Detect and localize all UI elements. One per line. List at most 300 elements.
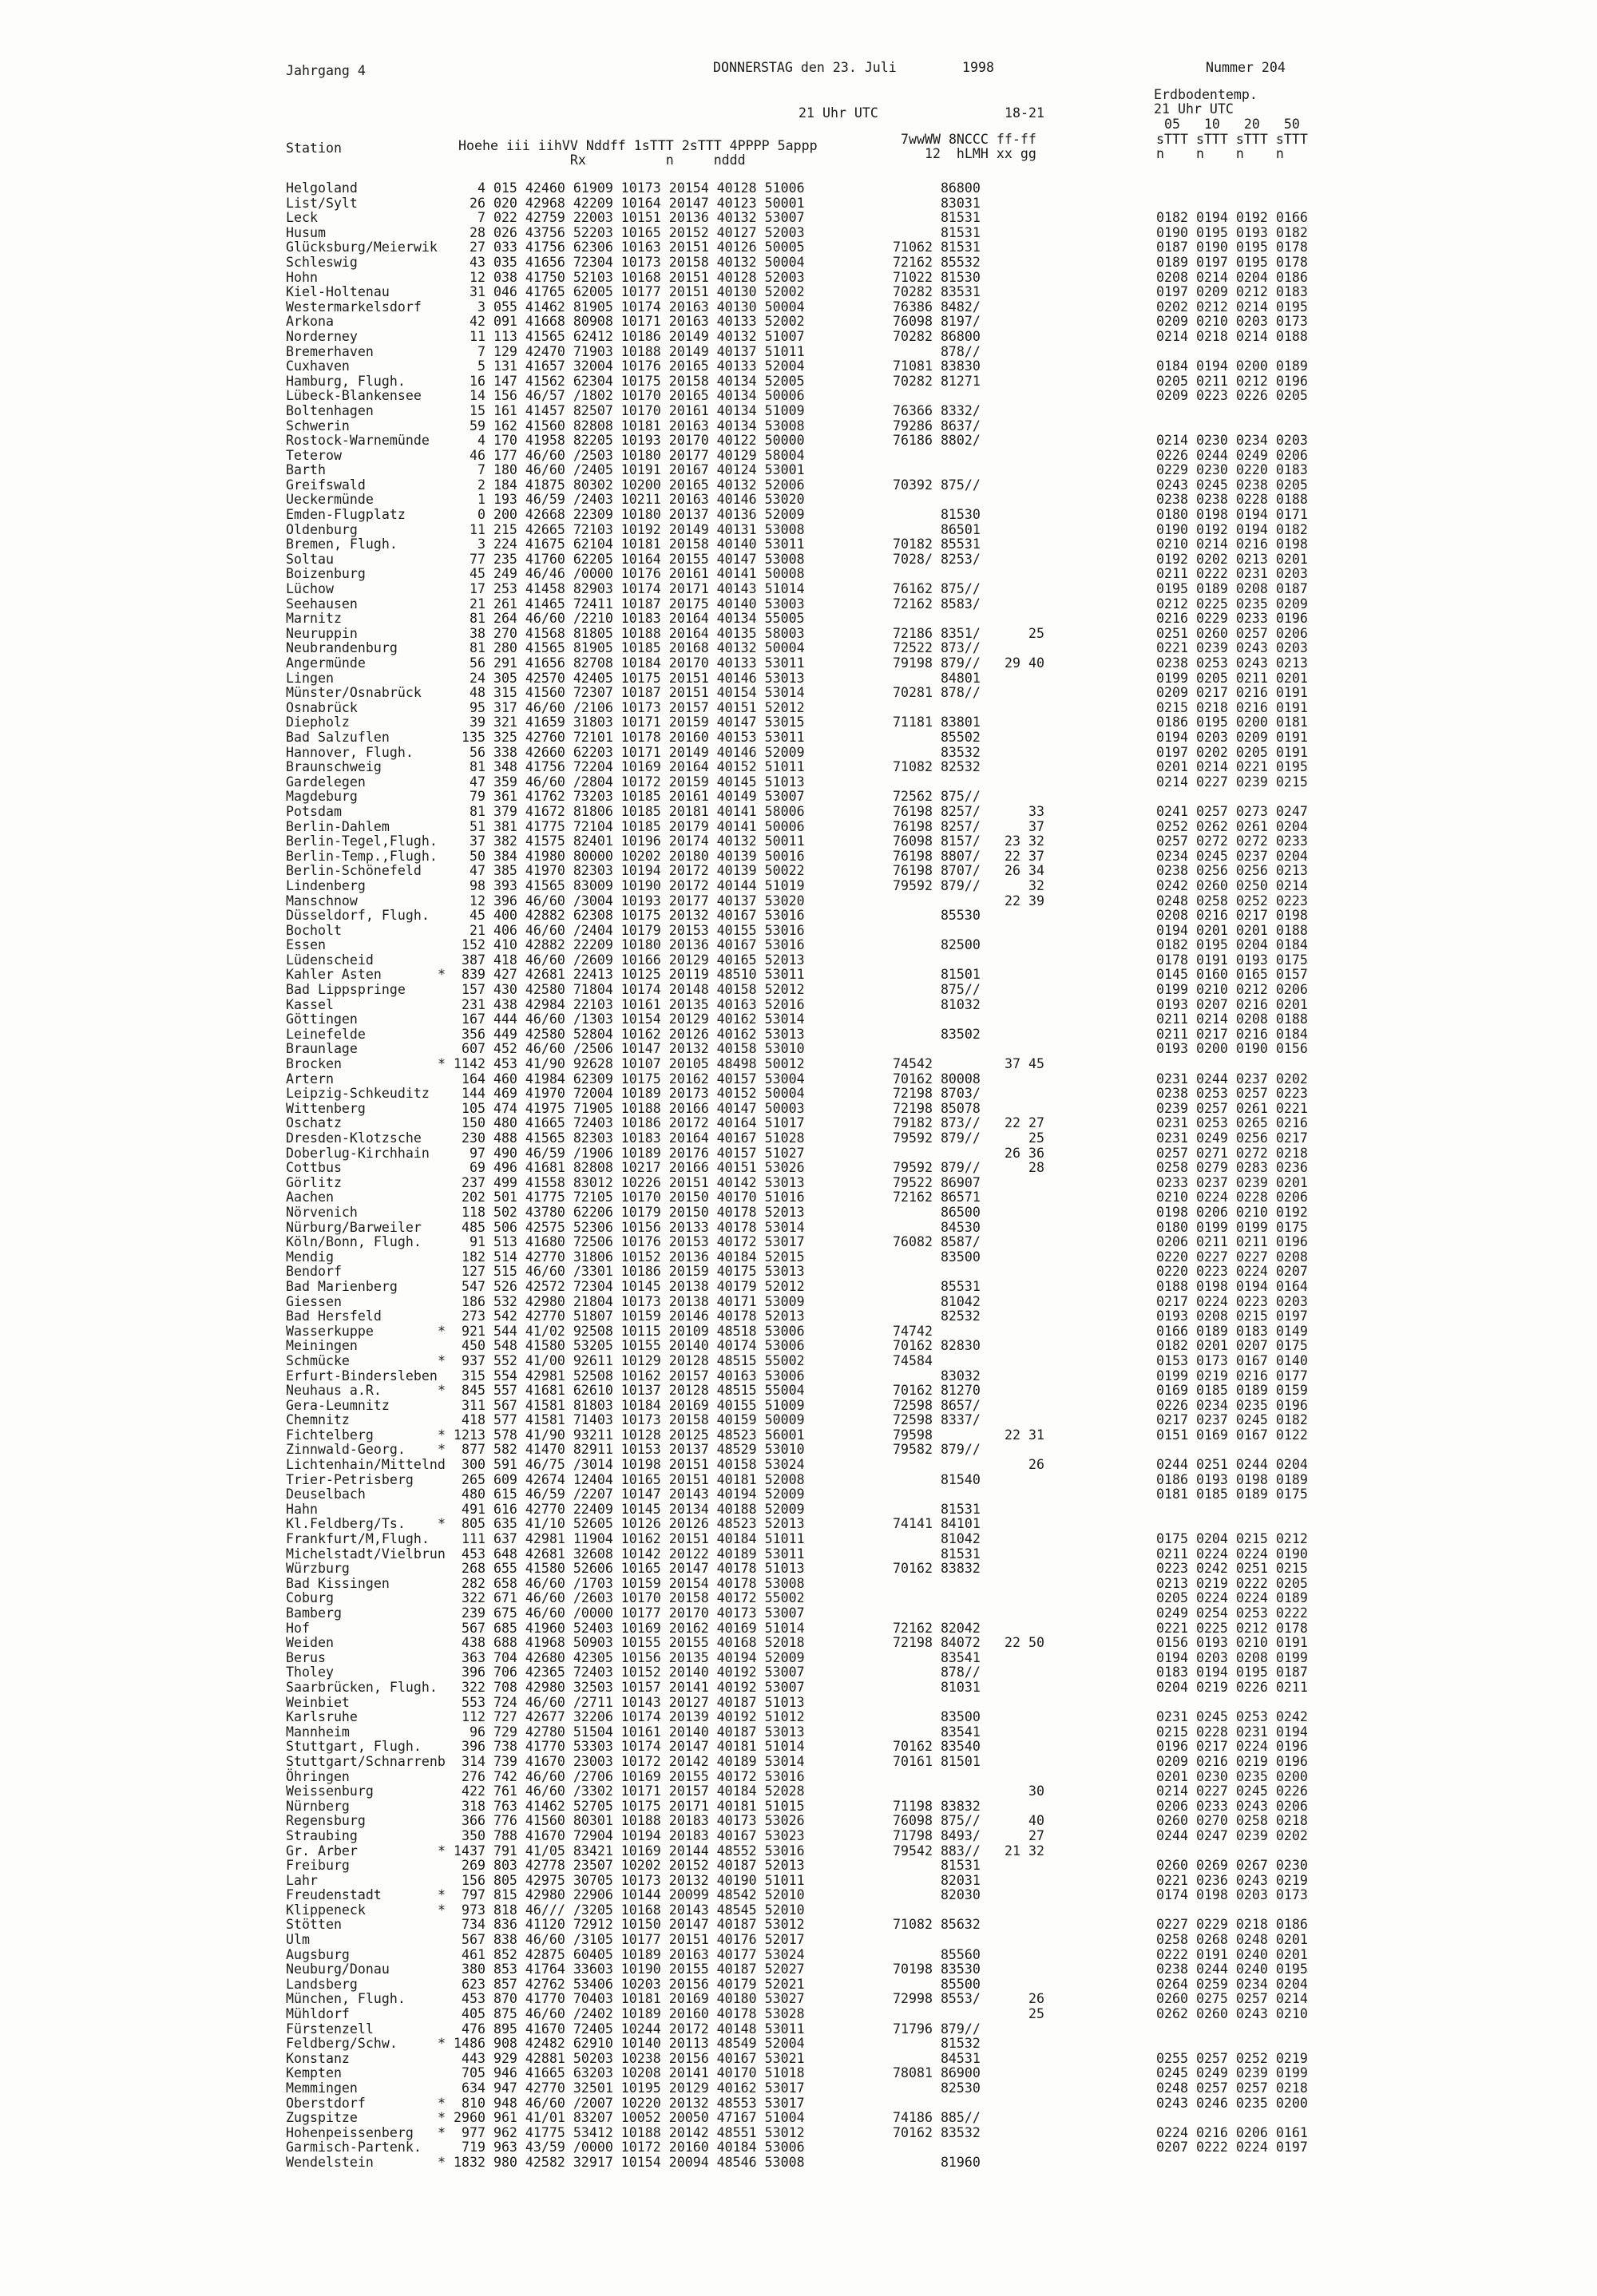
extra-groups: 83541 <box>893 1724 981 1740</box>
synop-groups: 3 224 41675 62104 10181 20158 40140 53011 <box>454 536 805 552</box>
synop-groups: 2960 961 41/01 83207 10052 20050 47167 51004 <box>454 2110 805 2126</box>
soil-temperatures: 0231 0244 0237 0202 <box>1156 1071 1308 1087</box>
synop-groups: 607 452 46/60 /2506 10147 20132 40158 53010 <box>454 1041 805 1057</box>
station-name: Aachen <box>286 1190 334 1205</box>
synop-groups: 79 361 41762 73203 10185 20161 40149 53007 <box>454 789 805 805</box>
extra-groups: 81531 <box>893 1858 981 1874</box>
soil-temperatures: 0209 0216 0219 0196 <box>1156 1753 1308 1769</box>
soil-temperatures: 0244 0251 0244 0204 <box>1156 1457 1308 1473</box>
wind-gusts: 37 45 <box>1005 1056 1044 1072</box>
extra-groups: 81540 <box>893 1471 981 1487</box>
station-name: Bocholt <box>286 922 342 938</box>
synop-groups: 127 515 46/60 /3301 10186 20159 40175 53013 <box>454 1264 805 1280</box>
soil-temperatures: 0239 0257 0261 0221 <box>1156 1100 1308 1116</box>
extra-groups: 70282 86800 <box>893 328 981 344</box>
synop-groups: 239 675 46/60 /0000 10177 20170 40173 53007 <box>454 1605 805 1621</box>
mountain-station-marker: * <box>438 1442 446 1458</box>
synop-groups: 1142 453 41/90 92628 10107 20105 48498 50012 <box>454 1056 805 1072</box>
extra-groups: 83032 <box>893 1368 981 1384</box>
station-name: Göttingen <box>286 1011 358 1027</box>
station-name: Leipzig-Schkeuditz <box>286 1086 430 1102</box>
synop-groups: 485 506 42575 52306 10156 20133 40178 53014 <box>454 1219 805 1235</box>
synop-groups: 112 727 42677 32206 10174 20139 40192 51012 <box>454 1709 805 1725</box>
station-name: Karlsruhe <box>286 1709 358 1725</box>
synop-groups: 167 444 46/60 /1303 10154 20129 40162 53014 <box>454 1011 805 1027</box>
synop-groups: 315 554 42981 52508 10162 20157 40163 53006 <box>454 1368 805 1384</box>
station-name: Coburg <box>286 1590 334 1606</box>
soil-temperatures: 0199 0210 0212 0206 <box>1156 982 1308 998</box>
extra-groups: 83532 <box>893 744 981 760</box>
station-name: Marnitz <box>286 611 342 627</box>
synop-groups: 15 161 41457 82507 10170 20161 40134 51009 <box>454 402 805 418</box>
soil-temperatures: 0193 0200 0190 0156 <box>1156 1041 1308 1057</box>
soil-temperatures: 0227 0229 0218 0186 <box>1156 1917 1308 1933</box>
station-name: Hof <box>286 1620 310 1636</box>
station-name: Braunschweig <box>286 759 382 775</box>
station-name: Giessen <box>286 1293 342 1309</box>
soil-temperatures: 0153 0173 0167 0140 <box>1156 1352 1308 1368</box>
extra-groups: 84801 <box>893 670 981 686</box>
soil-temperatures: 0194 0203 0209 0191 <box>1156 729 1308 745</box>
synop-groups: 150 480 41665 72403 10186 20172 40164 51017 <box>454 1115 805 1131</box>
soil-temperature-title: Erdbodentemp. <box>1154 87 1258 102</box>
synop-groups: 839 427 42681 22413 10125 20119 48510 53011 <box>454 967 805 983</box>
synop-groups: 16 147 41562 62304 10175 20158 40134 52005 <box>454 373 805 389</box>
synop-groups: 719 963 43/59 /0000 10172 20160 40184 53006 <box>454 2140 805 2155</box>
station-name: Boltenhagen <box>286 402 374 418</box>
date-label: DONNERSTAG den 23. Juli <box>713 60 897 75</box>
mountain-station-marker: * <box>438 1887 446 1903</box>
soil-time-label: 21 Uhr UTC <box>1154 101 1234 117</box>
synop-groups: 144 469 41970 72004 10189 20173 40152 50004 <box>454 1086 805 1102</box>
soil-temperatures: 0184 0194 0200 0189 <box>1156 358 1308 374</box>
station-name: Bendorf <box>286 1264 342 1280</box>
synop-groups: 273 542 42770 51807 10159 20146 40178 52013 <box>454 1308 805 1324</box>
extra-groups: 70162 81270 <box>893 1383 981 1399</box>
station-name: Öhringen <box>286 1768 350 1784</box>
synop-groups: 202 501 41775 72105 10170 20150 40170 51016 <box>454 1190 805 1205</box>
station-name: Lüdenscheid <box>286 952 374 968</box>
mountain-station-marker: * <box>438 2154 446 2170</box>
soil-temperatures: 0238 0256 0256 0213 <box>1156 863 1308 879</box>
station-name: Brocken <box>286 1056 342 1072</box>
station-name: Stötten <box>286 1917 342 1933</box>
station-name: Norderney <box>286 328 358 344</box>
soil-codes: sTTT sTTT sTTT sTTT <box>1156 132 1308 147</box>
soil-temperatures: 0241 0257 0273 0247 <box>1156 803 1308 819</box>
synop-groups: 164 460 41984 62309 10175 20162 40157 53004 <box>454 1071 805 1087</box>
extra-groups: 83502 <box>893 1026 981 1042</box>
soil-temperatures: 0238 0238 0228 0188 <box>1156 492 1308 508</box>
mountain-station-marker: * <box>438 2124 446 2140</box>
station-name: Cottbus <box>286 1160 342 1176</box>
extra-groups: 81531 <box>893 1546 981 1562</box>
soil-temperatures: 0213 0219 0222 0205 <box>1156 1575 1308 1591</box>
extra-groups: 71082 82532 <box>893 759 981 775</box>
station-name: Schwerin <box>286 418 350 433</box>
station-name: Hohn <box>286 269 318 285</box>
synop-groups: 1832 980 42582 32917 10154 20094 48546 53008 <box>454 2154 805 2170</box>
station-name: Münster/Osnabrück <box>286 685 422 701</box>
extra-groups: 78081 86900 <box>893 2065 981 2081</box>
station-name: Nörvenich <box>286 1204 358 1220</box>
soil-temperatures: 0193 0208 0215 0197 <box>1156 1308 1308 1324</box>
soil-temperatures: 0252 0262 0261 0204 <box>1156 818 1308 834</box>
soil-temperatures: 0222 0191 0240 0201 <box>1156 1946 1308 1962</box>
soil-temperatures: 0229 0230 0220 0183 <box>1156 462 1308 478</box>
synop-groups: 453 870 41770 70403 10181 20169 40180 53027 <box>454 1991 805 2007</box>
station-name: Würzburg <box>286 1561 350 1577</box>
station-name: Frankfurt/M,Flugh. <box>286 1531 430 1547</box>
synop-groups: 480 615 46/59 /2207 10147 20143 40194 52009 <box>454 1486 805 1502</box>
station-name: Bad Salzuflen <box>286 729 390 745</box>
station-name: Zinnwald-Georg. <box>286 1442 406 1458</box>
extra-groups: 70281 878// <box>893 685 981 701</box>
station-name: Neubrandenburg <box>286 640 398 656</box>
extra-groups: 72198 8703/ <box>893 1086 981 1102</box>
soil-temperatures: 0260 0275 0257 0214 <box>1156 1991 1308 2007</box>
wind-gusts: 40 <box>1005 1813 1044 1829</box>
soil-temperatures: 0206 0233 0243 0206 <box>1156 1798 1308 1814</box>
station-name: Zugspitze <box>286 2110 358 2126</box>
soil-temperatures: 0209 0210 0203 0173 <box>1156 314 1308 330</box>
synop-groups: 1213 578 41/90 93211 10128 20125 48523 56001 <box>454 1427 805 1443</box>
synop-groups: 157 430 42580 71804 10174 20148 40158 52012 <box>454 982 805 998</box>
synop-groups: 186 532 42980 21804 10173 20138 40171 53009 <box>454 1293 805 1309</box>
extra-groups: 85530 <box>893 908 981 924</box>
station-name: Diepholz <box>286 715 350 730</box>
extra-groups: 76198 8707/ <box>893 863 981 879</box>
soil-temperatures: 0187 0190 0195 0178 <box>1156 239 1308 255</box>
wind-gusts: 26 36 <box>1005 1145 1044 1161</box>
observation-time-label: 21 Uhr UTC <box>798 105 878 121</box>
soil-temperatures: 0233 0237 0239 0201 <box>1156 1174 1308 1190</box>
extra-groups: 70392 875// <box>893 477 981 493</box>
station-name: Augsburg <box>286 1946 350 1962</box>
soil-temperatures: 0216 0229 0233 0196 <box>1156 611 1308 627</box>
soil-temperatures: 0238 0244 0240 0195 <box>1156 1961 1308 1977</box>
extra-groups: 72162 8583/ <box>893 596 981 612</box>
soil-temperatures: 0182 0195 0204 0184 <box>1156 937 1308 953</box>
wind-gusts: 22 37 <box>1005 848 1044 864</box>
soil-temperatures: 0180 0198 0194 0171 <box>1156 507 1308 523</box>
station-name: Husum <box>286 224 326 240</box>
extra-groups: 70198 83530 <box>893 1961 981 1977</box>
extra-groups: 76198 8807/ <box>893 848 981 864</box>
wind-gusts: 37 <box>1005 818 1044 834</box>
station-name: Görlitz <box>286 1174 342 1190</box>
station-name: Schmücke <box>286 1352 350 1368</box>
extra-groups: 72162 85532 <box>893 254 981 270</box>
synop-groups: 422 761 46/60 /3302 10171 20157 40184 52028 <box>454 1783 805 1799</box>
extra-groups: 72562 875// <box>893 789 981 805</box>
synop-groups: 318 763 41462 52705 10175 20171 40181 51015 <box>454 1798 805 1814</box>
station-name: Mannheim <box>286 1724 350 1740</box>
extra-groups: 70162 80008 <box>893 1071 981 1087</box>
mountain-station-marker: * <box>438 1056 446 1072</box>
synop-groups: 14 156 46/57 /1802 10170 20165 40134 50006 <box>454 388 805 404</box>
soil-temperatures: 0211 0224 0224 0190 <box>1156 1546 1308 1562</box>
extra-groups: 82500 <box>893 937 981 953</box>
extra-groups: 71798 8493/ <box>893 1827 981 1843</box>
synop-groups: 12 396 46/60 /3004 10193 20177 40137 53020 <box>454 893 805 909</box>
soil-temperatures: 0214 0218 0214 0188 <box>1156 328 1308 344</box>
station-name: Kl.Feldberg/Ts. <box>286 1516 406 1532</box>
extra-groups: 74186 885// <box>893 2110 981 2126</box>
station-name: Oschatz <box>286 1115 342 1131</box>
station-name: Gera-Leumnitz <box>286 1397 390 1413</box>
synop-groups: 623 857 42762 53406 10203 20156 40179 52021 <box>454 1976 805 1992</box>
extra-groups: 81960 <box>893 2154 981 2170</box>
station-name: Nürburg/Barweiler <box>286 1219 422 1235</box>
extra-groups: 71082 85632 <box>893 1917 981 1933</box>
synop-groups: 1486 908 42482 62910 10140 20113 48549 52004 <box>454 2036 805 2052</box>
soil-temperatures: 0174 0198 0203 0173 <box>1156 1887 1308 1903</box>
synop-groups: 135 325 42760 72101 10178 20160 40153 53011 <box>454 729 805 745</box>
synop-groups: 42 091 41668 80908 10171 20163 40133 52002 <box>454 314 805 330</box>
soil-temperatures: 0188 0198 0194 0164 <box>1156 1278 1308 1294</box>
station-name: Arkona <box>286 314 334 330</box>
soil-temperatures: 0258 0268 0248 0201 <box>1156 1932 1308 1948</box>
soil-temperatures: 0214 0230 0234 0203 <box>1156 433 1308 449</box>
synop-groups: 26 020 42968 42209 10164 20147 40123 50001 <box>454 195 805 211</box>
soil-temperatures: 0207 0222 0224 0197 <box>1156 2140 1308 2155</box>
synop-groups: 237 499 41558 83012 10226 20151 40142 53013 <box>454 1174 805 1190</box>
station-name: München, Flugh. <box>286 1991 406 2007</box>
soil-temperatures: 0196 0217 0224 0196 <box>1156 1739 1308 1755</box>
extra-groups: 71181 83801 <box>893 715 981 730</box>
soil-temperatures: 0205 0211 0212 0196 <box>1156 373 1308 389</box>
station-name: Cuxhaven <box>286 358 350 374</box>
synop-groups: 797 815 42980 22906 10144 20099 48542 52010 <box>454 1887 805 1903</box>
extra-groups: 85531 <box>893 1278 981 1294</box>
synop-groups: 491 616 42770 22409 10145 20134 40188 52009 <box>454 1501 805 1517</box>
station-name: Garmisch-Partenk. <box>286 2140 422 2155</box>
station-name: Artern <box>286 1071 334 1087</box>
extra-groups: 82031 <box>893 1872 981 1888</box>
station-name: Oberstdorf <box>286 2095 366 2111</box>
extra-groups: 85502 <box>893 729 981 745</box>
synop-groups: 45 249 46/46 /0000 10176 20161 40141 50008 <box>454 566 805 582</box>
synop-groups: 380 853 41764 33603 10190 20155 40187 52027 <box>454 1961 805 1977</box>
soil-temperatures: 0226 0234 0235 0196 <box>1156 1397 1308 1413</box>
extra-groups: 72598 8337/ <box>893 1412 981 1428</box>
extra-groups: 76386 8482/ <box>893 299 981 315</box>
extra-groups: 76198 8257/ <box>893 803 981 819</box>
synop-groups: 269 803 42778 23507 10202 20152 40187 52013 <box>454 1858 805 1874</box>
extra-groups: 79182 873// <box>893 1115 981 1131</box>
extra-groups: 70282 83531 <box>893 284 981 300</box>
soil-temperatures: 0243 0245 0238 0205 <box>1156 477 1308 493</box>
synop-groups: 77 235 41760 62205 10164 20155 40147 53008 <box>454 551 805 567</box>
synop-groups: 47 385 41970 82303 10194 20172 40139 50022 <box>454 863 805 879</box>
synop-groups: 921 544 41/02 92508 10115 20109 48518 53006 <box>454 1323 805 1339</box>
synop-groups: 231 438 42984 22103 10161 20135 40163 52016 <box>454 996 805 1012</box>
station-name: Lüchow <box>286 581 334 597</box>
synop-groups: 450 548 41580 53205 10155 20140 40174 53006 <box>454 1338 805 1354</box>
extra-groups: 84530 <box>893 1219 981 1235</box>
station-name: Boizenburg <box>286 566 366 582</box>
station-name: Stuttgart/Schnarrenb <box>286 1753 446 1769</box>
synop-groups: 322 708 42980 32503 10157 20141 40192 53007 <box>454 1679 805 1695</box>
synop-groups: 3 055 41462 81905 10174 20163 40130 50004 <box>454 299 805 315</box>
synop-groups: 5 131 41657 32004 10176 20165 40133 52004 <box>454 358 805 374</box>
synop-groups: 418 577 41581 71403 10173 20158 40159 50009 <box>454 1412 805 1428</box>
synop-groups: 322 671 46/60 /2603 10170 20158 40172 55002 <box>454 1590 805 1606</box>
soil-temperatures: 0209 0217 0216 0191 <box>1156 685 1308 701</box>
synop-groups: 810 948 46/60 /2007 10220 20132 48553 53017 <box>454 2095 805 2111</box>
synop-groups: 734 836 41120 72912 10150 20147 40187 53012 <box>454 1917 805 1933</box>
mountain-station-marker: * <box>438 1383 446 1399</box>
soil-temperatures: 0238 0253 0243 0213 <box>1156 655 1308 671</box>
station-name: Fichtelberg <box>286 1427 374 1443</box>
station-name: Essen <box>286 937 326 953</box>
station-name: Neuruppin <box>286 625 358 641</box>
soil-temperatures: 0245 0249 0239 0199 <box>1156 2065 1308 2081</box>
extra-groups: 71796 879// <box>893 2021 981 2037</box>
mountain-station-marker: * <box>438 2095 446 2111</box>
synop-groups: 81 264 46/60 /2210 10183 20164 40134 55005 <box>454 611 805 627</box>
synop-groups: 443 929 42881 50203 10238 20156 40167 53021 <box>454 2050 805 2066</box>
station-name: Schleswig <box>286 254 358 270</box>
station-name: Ueckermünde <box>286 492 374 508</box>
synop-groups: 59 162 41560 82808 10181 20163 40134 53008 <box>454 418 805 433</box>
station-name: Greifswald <box>286 477 366 493</box>
synop-groups: 268 655 41580 52606 10165 20147 40178 51013 <box>454 1561 805 1577</box>
synop-groups: 387 418 46/60 /2609 10166 20129 40165 52013 <box>454 952 805 968</box>
station-name: Konstanz <box>286 2050 350 2066</box>
station-name: Weinbiet <box>286 1694 350 1710</box>
synop-groups: 363 704 42680 42305 10156 20135 40194 52009 <box>454 1649 805 1665</box>
extra-groups: 76186 8802/ <box>893 433 981 449</box>
station-name: Osnabrück <box>286 699 358 715</box>
soil-temperatures: 0166 0189 0183 0149 <box>1156 1323 1308 1339</box>
synop-groups: 567 685 41960 52403 10169 20162 40169 51014 <box>454 1620 805 1636</box>
extra-groups: 72198 85078 <box>893 1100 981 1116</box>
station-name: Mendig <box>286 1249 334 1265</box>
extra-groups: 70282 81271 <box>893 373 981 389</box>
extra-groups: 81501 <box>893 967 981 983</box>
wind-gusts: 22 50 <box>1005 1635 1044 1651</box>
synop-groups: 21 406 46/60 /2404 10179 20153 40155 53016 <box>454 922 805 938</box>
synop-groups: 705 946 41665 63203 10208 20141 40170 51018 <box>454 2065 805 2081</box>
mountain-station-marker: * <box>438 967 446 983</box>
soil-temperatures: 0202 0212 0214 0195 <box>1156 299 1308 315</box>
synop-groups: 24 305 42570 42405 10175 20151 40146 53013 <box>454 670 805 686</box>
extra-columns-header-line2: 12 hLMH xx gg <box>901 146 1036 161</box>
station-name: Braunlage <box>286 1041 358 1057</box>
mountain-station-marker: * <box>438 1427 446 1443</box>
soil-temperatures: 0197 0209 0212 0183 <box>1156 284 1308 300</box>
station-name: Michelstadt/Vielbrun <box>286 1546 446 1562</box>
extra-groups: 76162 875// <box>893 581 981 597</box>
extra-groups: 74542 <box>893 1056 933 1072</box>
extra-groups: 83500 <box>893 1249 981 1265</box>
extra-groups: 70162 83540 <box>893 1739 981 1755</box>
station-name: Weiden <box>286 1635 334 1651</box>
synop-groups: 118 502 43780 62206 10179 20150 40178 52013 <box>454 1204 805 1220</box>
synop-groups: 98 393 41565 83009 10190 20172 40144 51019 <box>454 877 805 893</box>
extra-groups: 79592 879// <box>893 877 981 893</box>
extra-groups: 81031 <box>893 1679 981 1695</box>
wind-gusts: 32 <box>1005 877 1044 893</box>
soil-temperatures: 0182 0201 0207 0175 <box>1156 1338 1308 1354</box>
station-name: Tholey <box>286 1665 334 1680</box>
soil-temperatures: 0221 0225 0212 0178 <box>1156 1620 1308 1636</box>
synop-groups: 38 270 41568 81805 10188 20164 40135 58003 <box>454 625 805 641</box>
soil-temperatures: 0181 0185 0189 0175 <box>1156 1486 1308 1502</box>
soil-temperatures: 0242 0260 0250 0214 <box>1156 877 1308 893</box>
synop-groups: 50 384 41980 80000 10202 20180 40139 50016 <box>454 848 805 864</box>
wind-gusts: 33 <box>1005 803 1044 819</box>
station-name: Teterow <box>286 447 342 463</box>
extra-groups: 83541 <box>893 1649 981 1665</box>
extra-groups: 81032 <box>893 996 981 1012</box>
station-name: Kempten <box>286 2065 342 2081</box>
wind-gusts: 26 <box>1005 1457 1044 1473</box>
station-name: Kiel-Holtenau <box>286 284 390 300</box>
soil-temperatures: 0190 0192 0194 0182 <box>1156 521 1308 537</box>
station-name: Meiningen <box>286 1338 358 1354</box>
synop-groups: 461 852 42875 60405 10189 20163 40177 53024 <box>454 1946 805 1962</box>
synop-groups: 7 022 42759 22003 10151 20136 40132 53007 <box>454 210 805 226</box>
soil-temperatures: 0214 0227 0239 0215 <box>1156 774 1308 790</box>
extra-groups: 79286 8637/ <box>893 418 981 433</box>
soil-temperatures: 0215 0218 0216 0191 <box>1156 699 1308 715</box>
station-name: Straubing <box>286 1827 358 1843</box>
synop-groups: 366 776 41560 80301 10188 20183 40173 53026 <box>454 1813 805 1829</box>
station-name: Doberlug-Kirchhain <box>286 1145 430 1161</box>
soil-temperatures: 0208 0216 0217 0198 <box>1156 908 1308 924</box>
synop-groups: 276 742 46/60 /2706 10169 20155 40172 53016 <box>454 1768 805 1784</box>
wind-gusts: 25 <box>1005 1130 1044 1146</box>
synop-groups: 634 947 42770 32501 10195 20129 40162 53017 <box>454 2080 805 2096</box>
soil-temperatures: 0234 0245 0237 0204 <box>1156 848 1308 864</box>
soil-temperatures: 0182 0194 0192 0166 <box>1156 210 1308 226</box>
station-name: Neuburg/Donau <box>286 1961 390 1977</box>
wind-gusts: 26 <box>1005 1991 1044 2007</box>
extra-groups: 79598 <box>893 1427 933 1443</box>
station-name: Glücksburg/Meierwik <box>286 239 438 255</box>
soil-temperatures: 0238 0253 0257 0223 <box>1156 1086 1308 1102</box>
synop-groups: 282 658 46/60 /1703 10159 20154 40178 53008 <box>454 1575 805 1591</box>
mountain-station-marker: * <box>438 1352 446 1368</box>
soil-temperatures: 0180 0199 0199 0175 <box>1156 1219 1308 1235</box>
extra-groups: 81532 <box>893 2036 981 2052</box>
extra-groups: 72186 8351/ <box>893 625 981 641</box>
extra-groups: 875// <box>893 982 981 998</box>
synop-groups: 81 379 41672 81806 10185 20181 40141 58006 <box>454 803 805 819</box>
synop-groups: 11 113 41565 62412 10186 20149 40132 51007 <box>454 328 805 344</box>
station-name: Berlin-Schönefeld <box>286 863 422 879</box>
synop-groups: 0 200 42668 22309 10180 20137 40136 52009 <box>454 507 805 523</box>
extra-groups: 85500 <box>893 1976 981 1992</box>
synop-groups: 91 513 41680 72506 10176 20153 40172 53017 <box>454 1234 805 1250</box>
wind-gusts: 28 <box>1005 1160 1044 1176</box>
synop-groups: 314 739 41670 23003 10172 20142 40189 53014 <box>454 1753 805 1769</box>
station-name: Soltau <box>286 551 334 567</box>
synop-groups: 805 635 41/10 52605 10126 20126 48523 52013 <box>454 1516 805 1532</box>
wind-gusts: 21 32 <box>1005 1843 1044 1859</box>
station-name: Kassel <box>286 996 334 1012</box>
synop-groups: 47 359 46/60 /2804 10172 20159 40145 51013 <box>454 774 805 790</box>
soil-temperatures: 0206 0211 0211 0196 <box>1156 1234 1308 1250</box>
extra-groups: 70162 82830 <box>893 1338 981 1354</box>
extra-groups: 86500 <box>893 1204 981 1220</box>
extra-groups: 81531 <box>893 210 981 226</box>
synop-groups: 28 026 43756 52203 10165 20152 40127 52003 <box>454 224 805 240</box>
synop-groups: 96 729 42780 51504 10161 20140 40187 53013 <box>454 1724 805 1740</box>
